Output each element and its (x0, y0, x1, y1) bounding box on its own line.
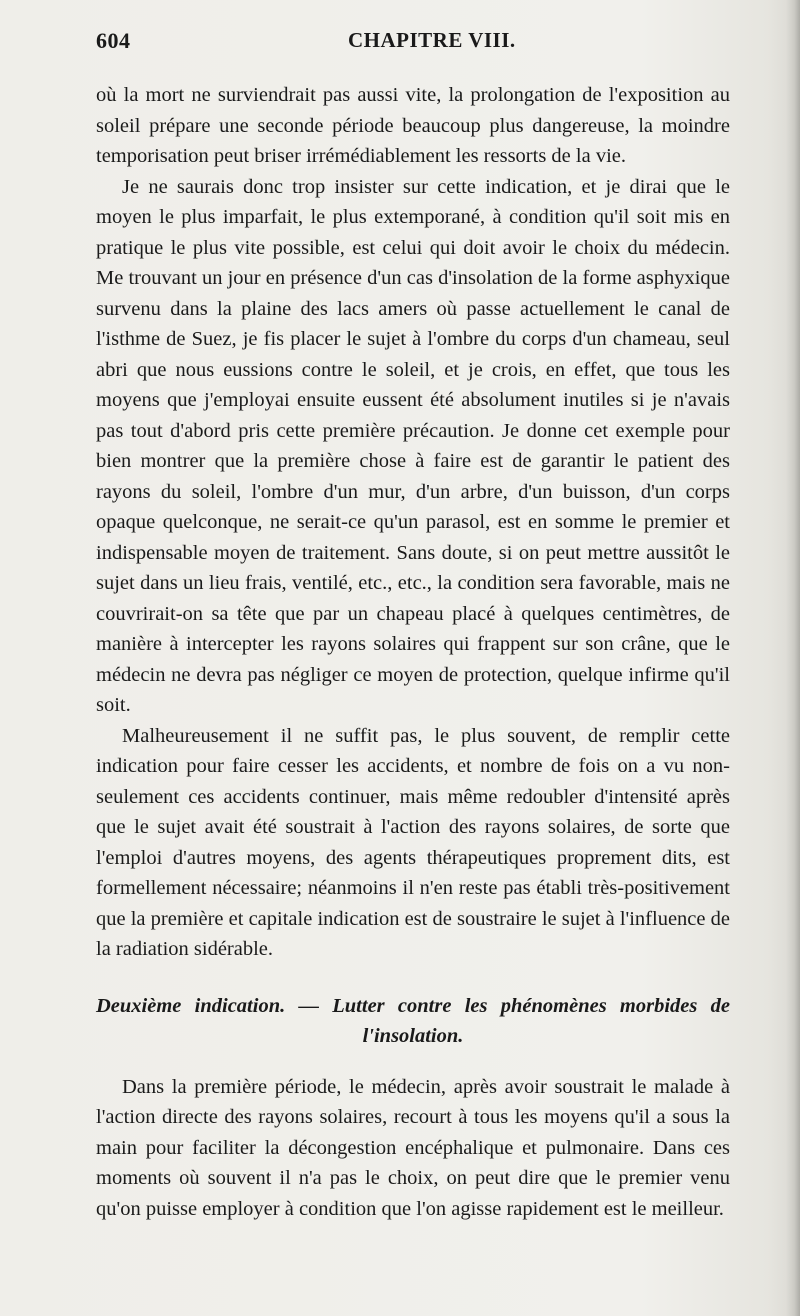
page-number: 604 (96, 28, 131, 53)
body-text (96, 80, 730, 1224)
section-heading-line1: Deuxième indication. — Lutter contre les phénomènes morbides de (96, 994, 730, 1017)
paragraph-malheureusement: Malheureusement il ne suffit pas, le plus souvent, de remplir cette indication pour faire cesser les accidents, et nombre de fois on a vu non-seulement ces accidents continuer, mais même redoubler d'intensité après que le sujet avait été soustrait à l'action des rayons solaires, de sorte que l'emploi d'autres moyens, des agents thérapeutiques proprement dits, est formellement nécessaire; néanmoins il n'en reste pas établi très-positivement que la première et capitale indication est de soustraire le sujet à l'influence de la radiation sidérable. (96, 724, 730, 960)
section-heading-line2: l'insolation. (362, 1025, 464, 1047)
page-header (96, 28, 720, 68)
paragraph-continuation: où la mort ne surviendrait pas aussi vite, la prolongation de l'exposition au soleil prépare une seconde période beaucoup plus dangereuse, la moindre temporisation peut briser irrémédiablement les ressorts de la vie. (96, 84, 730, 167)
running-head: CHAPITRE VIII. (348, 28, 516, 52)
paragraph-premiere-periode: Dans la première période, le médecin, après avoir soustrait le malade à l'action directe des rayons solaires, recourt à tous les moyens qu'il a sous la main pour faciliter la décongestion encéphalique et pulmonaire. Dans ces moments où souvent il n'a pas le choix, on peut dire que le premier venu qu'on puisse employer à condition que l'on agisse rapidement est le meilleur. (96, 1075, 730, 1220)
paragraph-indication: Je ne saurais donc trop insister sur cette indication, et je dirai que le moyen le plus imparfait, le plus extemporané, à condition qu'il soit mis en pratique le plus vite possible, est celui qui doit avoir le choix du médecin. Me trouvant un jour en présence d'un cas d'insolation de la forme asphyxique survenu dans la plaine des lacs amers où passe actuellement le canal de l'isthme de Suez, je fis placer le sujet à l'ombre du corps d'un chameau, seul abri que nous eussions contre le soleil, et je crois, en effet, que tous les moyens que j'employai ensuite eussent été absolument inutiles si je n'avais pas tout d'abord pris cette première précaution. Je donne cet exemple pour bien montrer que la première chose à faire est de garantir le patient des rayons du soleil, l'ombre d'un mur, d'un arbre, d'un buisson, d'un corps opaque quelconque, ne serait-ce qu'un parasol, est en somme le premier et indispensable moyen de traitement. Sans doute, si on peut mettre aussitôt le sujet dans un lieu frais, ventilé, etc., etc., la condition sera favorable, mais ne couvrirait-on sa tête que par un chapeau placé à quelques centimètres, de manière à intercepter les rayons solaires qui frappent sur son crâne, que le médecin ne devra pas négliger ce moyen de protection, quelque infirme qu'il soit. (96, 175, 730, 716)
page-edge-shadow (786, 0, 800, 1316)
section-heading (96, 991, 730, 1052)
